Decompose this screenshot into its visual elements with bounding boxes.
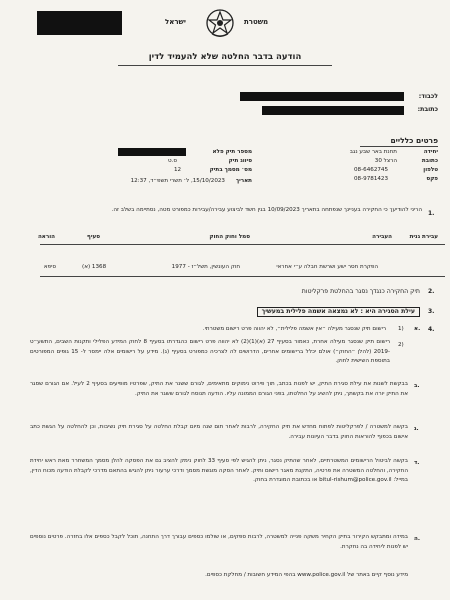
phone-label: טלפון (423, 167, 438, 173)
israel-label: ישראל (165, 18, 186, 26)
footer-text: מידע נוסף קיים באתר של www.police.gov.il בהפי המידע חשובות / מחלקת כספים. (205, 572, 408, 578)
section-2-text: תיק החקירה כנגדך נסגר בהחלטת פרקליטות (301, 288, 420, 295)
item-a-num: 1) (398, 326, 404, 332)
col-law: סמל וחוק החוק (209, 234, 250, 240)
case-type-value: ס.ט (168, 158, 178, 164)
item-a-text: רישום תיק שנסגר מעילה ״אין אשמה פלילית״, לא יהווה פרט רישום משטרתי. (202, 326, 386, 332)
file-label: מס׳ מסמך בתיק (209, 167, 252, 173)
document-id-redaction (37, 27, 122, 35)
police-emblem-icon (203, 6, 237, 40)
item-a-label: א. (414, 326, 421, 332)
recipient-address-redaction (262, 106, 404, 115)
item-c-label: ב. (414, 383, 420, 389)
section-1-text: הריני להודיעך כי החקירה בעניינך שנפתחה בתאריך 10/09/2023 בגין חשד לביצוע עבירה/עבירות כמפורט מטה, נסתיימה בשלב זה. (111, 207, 422, 213)
date-label: תאריך (235, 178, 252, 184)
col-offense-desc: העבירה (372, 234, 392, 240)
col-provision: הוראה (37, 234, 55, 240)
unit-label: יחידה (423, 149, 438, 155)
item-e-label: ד. (414, 460, 420, 466)
section-3-number: 3. (428, 308, 435, 315)
case-number-redaction (37, 11, 122, 19)
fax-label: פקס (426, 176, 438, 182)
unit-address-value: הרצל 30 (374, 158, 397, 164)
section-4-number: 4. (428, 326, 435, 333)
item-b-num: 2) (398, 342, 404, 348)
item-b-text: רישום תיק שנסגר מעילה אחרת, כאמור בסעיף 27 (א)(1)(2) לא יהווה פרט רישום כהגדרתו בסעיף 8 לחוק המידע הפלילי ותקנות השבים, התשע״ט -2019 (להלן ״החוק״) אולם יכלל ברישומים אחרים, הדרושים לה לצרכיה כמפורט בסעיף (ג). מידע על רישומים אלה יימסר ל- 15 גופים המפורטים בתוספת השישית לחוק. (30, 339, 390, 365)
item-c-text: בבקשת לשנות את עילת סגירת התיק, יש לפנות בכתב, תוך פירוט נימוקים מתאימים, לגורם ששנר את התיק, שפרטיו מופיעים בסעיף 2 לעיל. אם הגורם שסגר את התיק יורה את בקשתך, ניתן להשיג על החלטתו, בפני הגורם הממונה עליו. הודעה תנוסח לגורם ששגר את התיק. (30, 381, 408, 397)
general-details-heading: פרטים כלליים (390, 136, 438, 145)
item-e-text: בקשה לביטול הרישומים המשטרתיים, לאחר שהתיק נסגר, ניתן להגיש לפי סעיף 33 לחוק נימק להציב גם את הפסקה להלן מסמך המשחרר מאת ראש יחידת החקירה, והחלטה המשטרה את פרטיה, התקנת מאגר רישום ותיק. לאחר הסקה מוגשת מסמך ודרכי ערעור ניתן להגיש בהתאם מדרכי לקבלת הודעה מכוח הדין, במייל: bitul-rishum@police.gov.il או בכתובת המוגדרת בחוק. (30, 458, 408, 484)
offense-row-law: חוק העונשין, תשל״ז - 1977 (171, 264, 240, 270)
unit-address-label: כתובת (421, 158, 438, 164)
offense-row-desc: הפקרת חסר ישע ושרשת חבלה ע״י אחראי (276, 264, 378, 270)
item-f-label: ה. (414, 536, 420, 542)
recipient-name-redaction (240, 92, 404, 101)
case-type-label: סיווג תיק (228, 158, 252, 164)
sender-redaction (37, 19, 122, 27)
fax-value: 08-9781423 (354, 176, 389, 182)
section-2-number: 2. (428, 288, 435, 295)
unit-value: תחנת באר שבע נגב (349, 149, 397, 155)
item-f-text: במידה ומתבקש הקירור בתיק הקחיר משקה פנייה למשטרה, לרבות ספקים, או שולמו כספים עבורך דרך התחנה, תוכל לקבל כספים אלו בחזרה. פרטים נוספים יש לפנות ליחידה בה נחקרת. (30, 534, 408, 550)
date-value: 15/10/2023, ל׳ תשרי תשפ״ד, 12:37 (130, 178, 225, 184)
section-3-text: עילת הסגירה היא : לא נמצאה אשמה פלילית במעשיך (257, 307, 420, 317)
col-section: סעיף (87, 234, 100, 240)
file-value: 12 (174, 167, 182, 173)
phone-value: 08-6462745 (354, 167, 389, 173)
col-offense-type: עבירת גנית (409, 234, 438, 240)
police-label: משטרת (244, 18, 269, 26)
offense-row-section: (א) 1368 (82, 264, 107, 270)
item-d-label: ג. (414, 426, 419, 432)
address-label: כתובת: (417, 106, 438, 113)
case-label: מספר תיק פלא (212, 149, 252, 155)
item-d-text: בקשה למשטרה / לפרקליטות לפתוח מחדש את תיק החקירה, לרבות לאחר תום שנה מיום קבלת החלטה על סגירת תיק נשיבות, וכן להחלטה על הגשת כתב אישום בכפוף להוראות החוק בדבר העיונות עבירה. (30, 424, 408, 440)
offense-row-provision: סיפא (43, 264, 56, 270)
page-title: הודעה בדבר החלטה שלא להעמיד לדין (148, 52, 302, 62)
case-number-value-redaction (118, 148, 186, 156)
to-label: לכבוד: (418, 93, 438, 100)
section-1-number: 1. (428, 210, 435, 217)
